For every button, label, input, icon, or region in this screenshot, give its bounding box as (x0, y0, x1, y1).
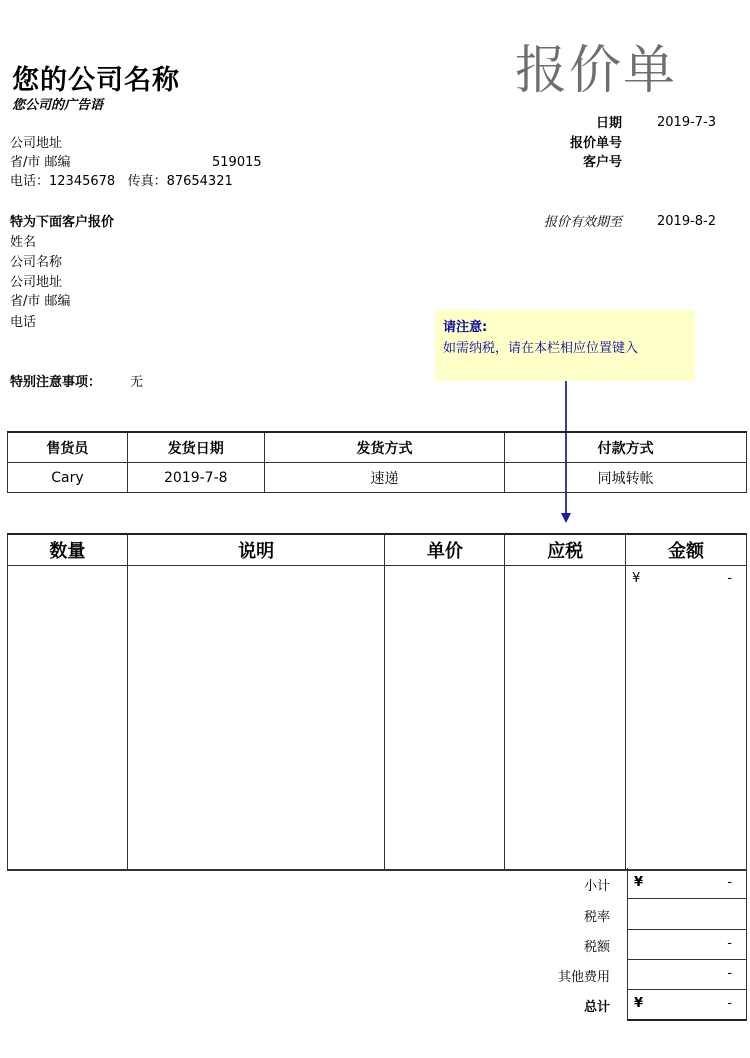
other-fees-box[interactable] (627, 959, 747, 990)
salesperson-cell[interactable]: Cary (8, 463, 128, 493)
customer-city-zip: 省/市 邮编 (10, 294, 71, 309)
subtotal-currency: ¥ (634, 875, 644, 890)
grand-total-value: - (727, 996, 732, 1011)
grand-total-box[interactable] (627, 989, 747, 1021)
amount-cell[interactable] (626, 566, 747, 871)
company-name: 您的公司名称 (12, 65, 180, 96)
date-value: 2019-7-3 (657, 115, 717, 130)
description-cell[interactable] (127, 566, 385, 871)
header-unit-price: 单价 (385, 534, 505, 566)
payment-method-cell[interactable]: 同城转帐 (505, 463, 747, 493)
company-slogan: 您公司的广告语 (12, 98, 104, 113)
subtotal-row (510, 868, 747, 899)
header-ship-date: 发货日期 (127, 432, 264, 463)
shipping-table (7, 431, 747, 493)
ship-date-cell[interactable]: 2019-7-8 (127, 463, 264, 493)
customer-number-label: 客户号 (582, 155, 622, 170)
customer-name: 姓名 (10, 235, 37, 250)
grand-total-label: 总计 (583, 1000, 610, 1015)
quote-number-label: 报价单号 (569, 136, 622, 151)
header-salesperson: 售货员 (8, 432, 128, 463)
special-notes-value: 无 (130, 375, 144, 390)
quantity-cell[interactable] (8, 566, 128, 871)
company-phone-fax: 电话：12345678 传真：87654321 (10, 174, 233, 189)
header-description: 说明 (127, 534, 385, 566)
customer-company: 公司名称 (10, 255, 63, 270)
date-label: 日期 (595, 116, 622, 131)
amount-value: - (727, 571, 732, 586)
tax-note-title: 请注意: (443, 320, 488, 335)
amount-currency: ¥ (632, 571, 641, 586)
valid-until-label: 报价有效期至 (543, 215, 622, 230)
arrow-down-icon (561, 513, 571, 523)
taxable-cell[interactable] (505, 566, 626, 871)
other-fees-label: 其他费用 (557, 970, 610, 985)
other-fees-row (510, 959, 747, 990)
company-city-zip-label: 省/市 邮编 (10, 155, 71, 170)
header-quantity: 数量 (8, 534, 128, 566)
tax-amount-label: 税额 (583, 940, 610, 955)
items-body-row (8, 566, 747, 871)
tax-amount-box[interactable] (627, 929, 747, 960)
company-address: 公司地址 (10, 136, 63, 151)
company-zip: 519015 (212, 155, 262, 170)
header-payment-method: 付款方式 (505, 432, 747, 463)
tax-rate-box[interactable] (627, 899, 747, 930)
ship-method-cell[interactable]: 速递 (264, 463, 505, 493)
customer-address: 公司地址 (10, 275, 63, 290)
tax-amount-row (510, 929, 747, 960)
header-amount: 金额 (626, 534, 747, 566)
tax-note-callout (435, 310, 695, 381)
customer-heading: 特为下面客户报价 (10, 215, 115, 230)
tax-note-body: 如需纳税，请在本栏相应位置键入 (443, 341, 639, 356)
unit-price-cell[interactable] (385, 566, 505, 871)
grand-total-currency: ¥ (634, 996, 644, 1011)
grand-total-row (510, 989, 747, 1020)
subtotal-value: - (727, 875, 732, 890)
tax-rate-row (510, 899, 747, 930)
shipping-header-row (8, 432, 747, 463)
customer-phone: 电话 (10, 315, 37, 330)
special-notes-label: 特别注意事项： (10, 375, 102, 390)
items-header-row (8, 534, 747, 566)
header-taxable: 应税 (505, 534, 626, 566)
document-title: 报价单 (515, 41, 678, 101)
subtotal-label: 小计 (583, 879, 610, 894)
subtotal-box[interactable] (627, 868, 747, 899)
other-fees-value: - (727, 966, 732, 981)
tax-rate-label: 税率 (583, 910, 610, 925)
header-ship-method: 发货方式 (264, 432, 505, 463)
valid-until-value: 2019-8-2 (657, 214, 717, 229)
shipping-data-row (8, 463, 747, 493)
tax-amount-value: - (727, 936, 732, 951)
items-table (7, 533, 747, 871)
